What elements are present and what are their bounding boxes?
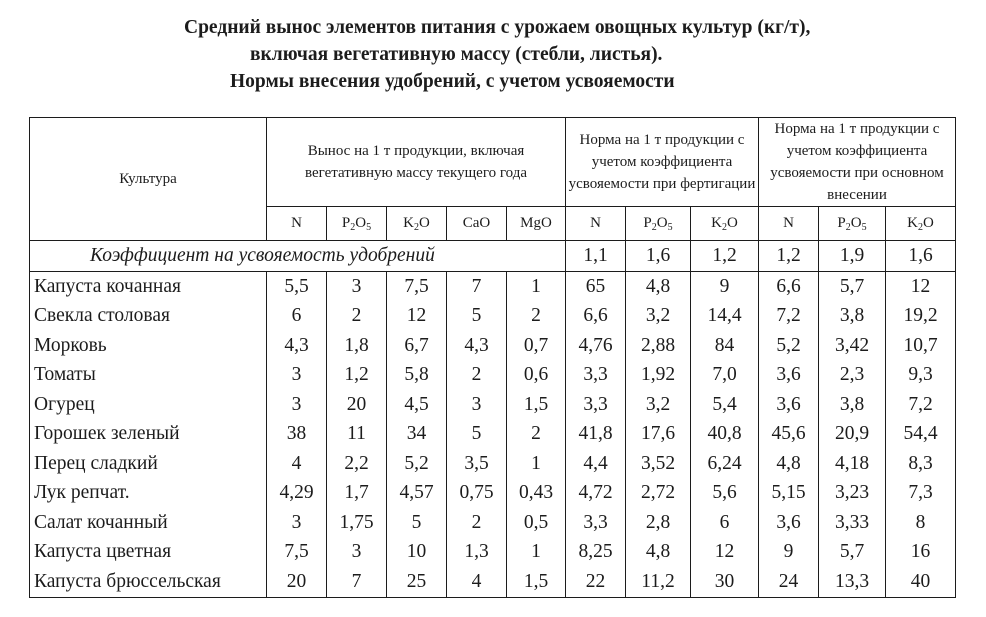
table-cell: 3	[267, 508, 327, 538]
table-cell: 6	[267, 302, 327, 332]
table-cell: 3	[327, 538, 387, 568]
table-cell: 41,8	[566, 420, 626, 450]
table-cell: 34	[387, 420, 447, 450]
table-cell: 10,7	[886, 331, 956, 361]
table-cell: 4,8	[626, 538, 691, 568]
table-cell: 4,3	[267, 331, 327, 361]
table-cell: 5	[387, 508, 447, 538]
col-fert-p2o5: $P_2O_5$	[626, 207, 691, 241]
table-row	[30, 302, 956, 332]
crop-name: Салат кочанный	[30, 508, 267, 538]
coefficient-value: 1,9	[819, 241, 886, 272]
removal-header: Вынос на 1 т продукции, включая вегетативную массу текущего года	[267, 118, 566, 207]
table-cell: 4,8	[759, 449, 819, 479]
culture-header: Культура	[30, 118, 267, 241]
coefficient-value: 1,6	[886, 241, 956, 272]
table-cell: 4,5	[387, 390, 447, 420]
table-cell: 10	[387, 538, 447, 568]
table-row	[30, 567, 956, 597]
table-cell: 7	[447, 272, 507, 302]
col-k2o: $K_2O$	[387, 207, 447, 241]
coefficient-value: 1,2	[759, 241, 819, 272]
table-row	[30, 272, 956, 302]
table-cell: 5	[447, 420, 507, 450]
table-cell: 3,3	[566, 390, 626, 420]
table-cell: 1,75	[327, 508, 387, 538]
table-cell: 7,0	[691, 361, 759, 391]
table-cell: 13,3	[819, 567, 886, 597]
table-cell: 3,5	[447, 449, 507, 479]
table-cell: 22	[566, 567, 626, 597]
table-cell: 4	[447, 567, 507, 597]
table-row	[30, 331, 956, 361]
title-line-2: включая вегетативную массу (стебли, листья).	[250, 44, 663, 65]
table-cell: 1,92	[626, 361, 691, 391]
table-cell: 4,8	[626, 272, 691, 302]
table-row	[30, 508, 956, 538]
table-cell: 9,3	[886, 361, 956, 391]
table-cell: 2	[507, 302, 566, 332]
table-cell: 20	[267, 567, 327, 597]
table-cell: 2	[447, 361, 507, 391]
col-basic-k2o: $K_2O$	[886, 207, 956, 241]
table-cell: 5,2	[387, 449, 447, 479]
table-cell: 0,43	[507, 479, 566, 509]
table-cell: 45,6	[759, 420, 819, 450]
table-cell: 1	[507, 272, 566, 302]
table-cell: 1	[507, 538, 566, 568]
table-cell: 2,3	[819, 361, 886, 391]
crop-name: Горошек зеленый	[30, 420, 267, 450]
table-cell: 38	[267, 420, 327, 450]
table-cell: 1	[507, 449, 566, 479]
table-cell: 11,2	[626, 567, 691, 597]
table-cell: 40,8	[691, 420, 759, 450]
crop-name: Огурец	[30, 390, 267, 420]
table-cell: 2	[507, 420, 566, 450]
table-cell: 2,72	[626, 479, 691, 509]
table-cell: 3,3	[566, 361, 626, 391]
crop-name: Капуста брюссельская	[30, 567, 267, 597]
table-cell: 25	[387, 567, 447, 597]
table-cell: 4,29	[267, 479, 327, 509]
table-cell: 3,42	[819, 331, 886, 361]
table-cell: 20	[327, 390, 387, 420]
table-cell: 3,3	[566, 508, 626, 538]
col-basic-n: N	[759, 207, 819, 241]
table-cell: 3,2	[626, 302, 691, 332]
table-cell: 5,6	[691, 479, 759, 509]
table-cell: 3,8	[819, 302, 886, 332]
table-cell: 8,25	[566, 538, 626, 568]
table-cell: 84	[691, 331, 759, 361]
table-cell: 3,6	[759, 390, 819, 420]
table-cell: 3,23	[819, 479, 886, 509]
table-cell: 9	[759, 538, 819, 568]
table-cell: 7,2	[886, 390, 956, 420]
table-cell: 2,2	[327, 449, 387, 479]
table-row	[30, 420, 956, 450]
table-cell: 24	[759, 567, 819, 597]
table-cell: 0,7	[507, 331, 566, 361]
table-cell: 12	[886, 272, 956, 302]
table-cell: 20,9	[819, 420, 886, 450]
table-cell: 3,8	[819, 390, 886, 420]
crop-name: Перец сладкий	[30, 449, 267, 479]
crop-name: Капуста кочанная	[30, 272, 267, 302]
col-fert-k2o: $K_2O$	[691, 207, 759, 241]
table-cell: 17,6	[626, 420, 691, 450]
coefficient-value: 1,2	[691, 241, 759, 272]
coefficient-value: 1,6	[626, 241, 691, 272]
table-cell: 2	[447, 508, 507, 538]
table-cell: 3	[267, 390, 327, 420]
table-cell: 2,88	[626, 331, 691, 361]
table-cell: 5,7	[819, 538, 886, 568]
table-cell: 54,4	[886, 420, 956, 450]
crop-name: Свекла столовая	[30, 302, 267, 332]
title-line-1: Средний вынос элементов питания с урожаем овощных культур (кг/т),	[184, 17, 811, 38]
crop-name: Томаты	[30, 361, 267, 391]
coefficient-label: Коэффициент на усвояемость удобрений	[30, 241, 566, 272]
table-cell: 6,6	[566, 302, 626, 332]
table-cell: 5	[447, 302, 507, 332]
table-row	[30, 538, 956, 568]
table-cell: 3,52	[626, 449, 691, 479]
col-p2o5: $P_2O_5$	[327, 207, 387, 241]
col-basic-p2o5: $P_2O_5$	[819, 207, 886, 241]
table-row	[30, 361, 956, 391]
table-cell: 7,5	[387, 272, 447, 302]
table-cell: 2	[327, 302, 387, 332]
table-row	[30, 449, 956, 479]
table-cell: 6	[691, 508, 759, 538]
table-cell: 6,7	[387, 331, 447, 361]
table-cell: 5,4	[691, 390, 759, 420]
table-cell: 4,57	[387, 479, 447, 509]
table-cell: 8,3	[886, 449, 956, 479]
table-cell: 7,3	[886, 479, 956, 509]
header-row	[30, 118, 956, 207]
table-cell: 0,75	[447, 479, 507, 509]
table-cell: 5,5	[267, 272, 327, 302]
table-cell: 30	[691, 567, 759, 597]
table-cell: 1,7	[327, 479, 387, 509]
table-cell: 3	[267, 361, 327, 391]
table-cell: 16	[886, 538, 956, 568]
table-row	[30, 479, 956, 509]
table-cell: 6,6	[759, 272, 819, 302]
table-cell: 11	[327, 420, 387, 450]
table-cell: 9	[691, 272, 759, 302]
table-cell: 5,15	[759, 479, 819, 509]
coefficient-value: 1,1	[566, 241, 626, 272]
table-cell: 1,5	[507, 567, 566, 597]
crop-name: Лук репчат.	[30, 479, 267, 509]
fertigation-header: Норма на 1 т продукции с учетом коэффициента усвояемости при фертигации	[566, 118, 759, 207]
data-rows	[30, 272, 956, 598]
crop-name: Капуста цветная	[30, 538, 267, 568]
table-cell: 3	[327, 272, 387, 302]
table-cell: 12	[691, 538, 759, 568]
table-cell: 1,2	[327, 361, 387, 391]
table-cell: 4	[267, 449, 327, 479]
table-cell: 3,33	[819, 508, 886, 538]
table-cell: 14,4	[691, 302, 759, 332]
table-cell: 3,6	[759, 508, 819, 538]
crop-name: Морковь	[30, 331, 267, 361]
nutrient-table	[29, 117, 956, 598]
table-cell: 3,6	[759, 361, 819, 391]
table-cell: 1,5	[507, 390, 566, 420]
table-cell: 6,24	[691, 449, 759, 479]
col-n: N	[267, 207, 327, 241]
col-mgo: MgO	[507, 207, 566, 241]
table-cell: 40	[886, 567, 956, 597]
coefficient-row	[30, 241, 956, 272]
table-cell: 65	[566, 272, 626, 302]
table-row	[30, 390, 956, 420]
table-cell: 4,18	[819, 449, 886, 479]
table-cell: 5,8	[387, 361, 447, 391]
table-cell: 1,8	[327, 331, 387, 361]
table-cell: 2,8	[626, 508, 691, 538]
table-cell: 3	[447, 390, 507, 420]
table-cell: 5,7	[819, 272, 886, 302]
table-cell: 8	[886, 508, 956, 538]
title-line-3: Нормы внесения удобрений, с учетом усвояемости	[230, 71, 675, 92]
col-cao: CaO	[447, 207, 507, 241]
basic-application-header: Норма на 1 т продукции с учетом коэффициента усвояемости при основном внесении	[759, 118, 956, 207]
table-cell: 3,2	[626, 390, 691, 420]
table-cell: 4,72	[566, 479, 626, 509]
table-cell: 5,2	[759, 331, 819, 361]
table-cell: 7	[327, 567, 387, 597]
table-cell: 0,5	[507, 508, 566, 538]
table-cell: 19,2	[886, 302, 956, 332]
table-cell: 4,76	[566, 331, 626, 361]
table-cell: 7,5	[267, 538, 327, 568]
table-cell: 4,3	[447, 331, 507, 361]
table-cell: 1,3	[447, 538, 507, 568]
col-fert-n: N	[566, 207, 626, 241]
table-cell: 7,2	[759, 302, 819, 332]
table-cell: 4,4	[566, 449, 626, 479]
table-cell: 0,6	[507, 361, 566, 391]
table-cell: 12	[387, 302, 447, 332]
